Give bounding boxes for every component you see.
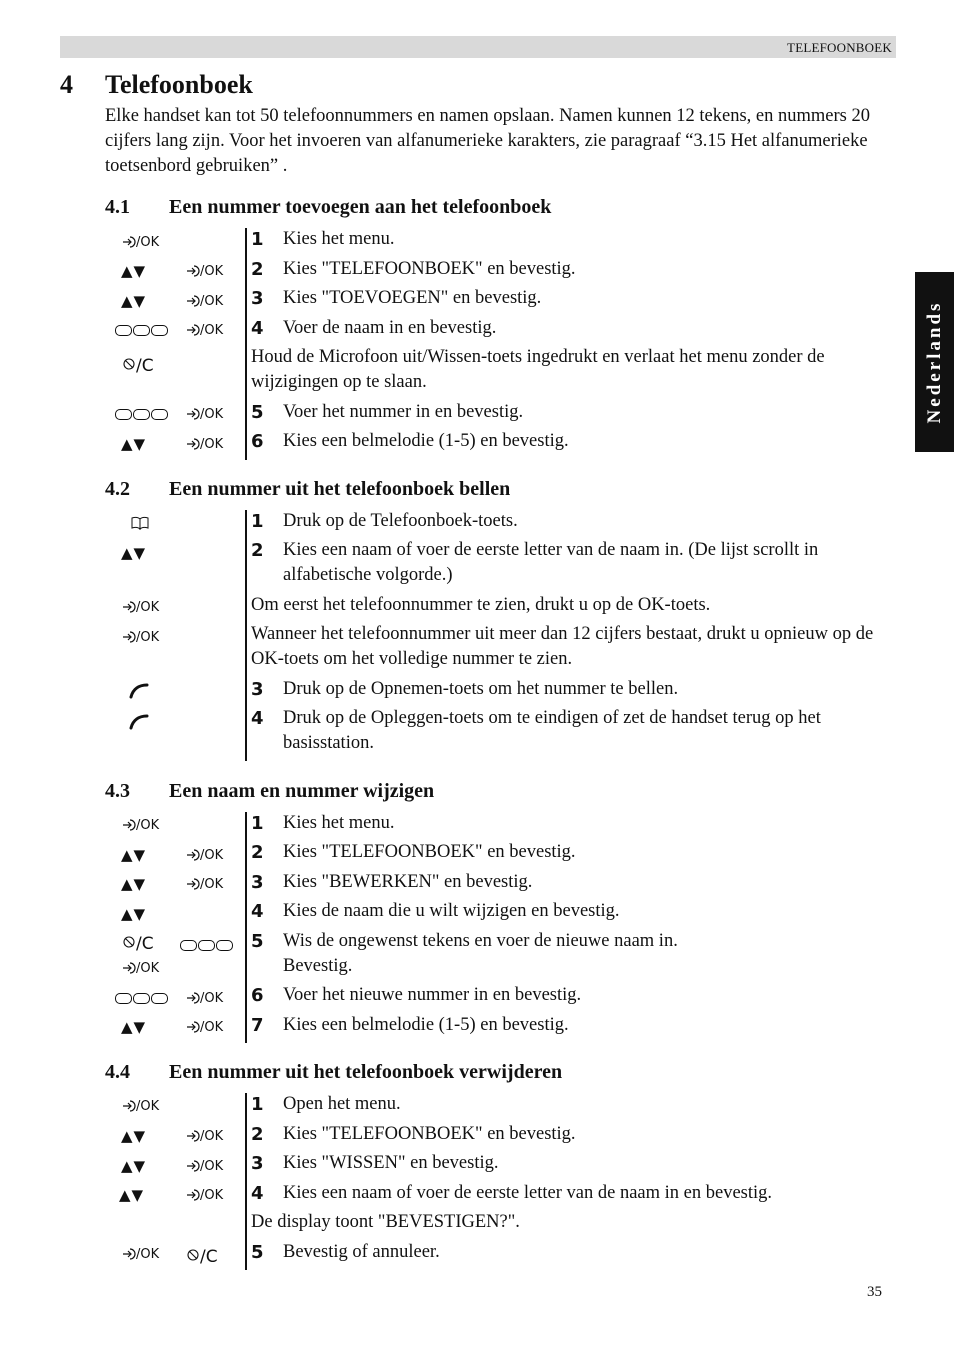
alphanumeric-keys-icon [115, 993, 168, 1004]
step-divider [245, 812, 247, 1043]
step-row: 1 Kies het menu. [251, 813, 395, 834]
step-row: 3 Kies "WISSEN" en bevestig. [251, 1153, 499, 1174]
language-tab-label: Nederlands [923, 300, 945, 424]
step-row: 5 Wis de ongewenst tekens en voer de nieuwe naam in. Bevestig. [251, 931, 678, 976]
step-row: 6 Voer het nieuwe nummer in en bevestig. [251, 985, 582, 1006]
menu-ok-key-icon: /OK [122, 1099, 159, 1115]
step-divider [245, 1093, 247, 1270]
menu-ok-key-icon: /OK [186, 877, 223, 893]
up-down-arrows-icon: ▲▼ [121, 292, 147, 310]
step-row: 2 Kies "TELEFOONBOEK" en bevestig. [251, 842, 576, 863]
menu-ok-key-icon: /OK [122, 600, 159, 616]
menu-ok-key-icon: /OK [186, 407, 223, 423]
menu-ok-key-icon: /OK [186, 991, 223, 1007]
mute-clear-key-icon: /C [186, 1248, 218, 1265]
running-header: TELEFOONBOEK [787, 40, 892, 55]
menu-ok-key-icon: /OK [122, 818, 159, 834]
menu-ok-key-icon: /OK [186, 264, 223, 280]
step-row: 4 Druk op de Opleggen-toets om te eindigen of zet de handset terug op het basisstation. [251, 708, 821, 753]
menu-ok-key-icon: /OK [186, 323, 223, 339]
step-row: 5 Bevestig of annuleer. [251, 1242, 440, 1263]
header-bar [60, 36, 896, 58]
up-down-arrows-icon: ▲▼ [121, 262, 147, 280]
step-row: 2 Kies "TELEFOONBOEK" en bevestig. [251, 1124, 576, 1145]
up-down-arrows-icon: ▲▼ [121, 875, 147, 893]
step-row: 4 Kies de naam die u wilt wijzigen en bevestig. [251, 901, 620, 922]
step-row: 2 Kies een naam of voer de eerste letter van de naam in. (De lijst scrollt in alfabetische volgorde.) [251, 540, 819, 585]
menu-ok-key-icon: /OK [186, 1020, 223, 1036]
alphanumeric-keys-icon [115, 409, 168, 420]
alphanumeric-keys-icon [180, 940, 233, 951]
note-row: Wanneer het telefoonnummer uit meer dan 12 cijfers bestaat, drukt u opnieuw op de OK-toets om het volledige nummer te zien. [251, 624, 874, 669]
up-down-arrows-icon: ▲▼ [121, 435, 147, 453]
language-tab [915, 272, 954, 452]
up-down-arrows-icon: ▲▼ [121, 905, 147, 923]
step-row: 3 Kies "TOEVOEGEN" en bevestig. [251, 288, 542, 309]
menu-ok-key-icon: /OK [122, 1247, 159, 1263]
menu-ok-key-icon: /OK [186, 848, 223, 864]
note-row: De display toont "BEVESTIGEN?". [251, 1212, 520, 1232]
hangup-key-icon [129, 714, 151, 735]
up-down-arrows-icon: ▲▼ [119, 1186, 145, 1204]
mute-clear-key-icon: /C [122, 357, 154, 374]
up-down-arrows-icon: ▲▼ [121, 1018, 147, 1036]
menu-ok-key-icon: /OK [122, 961, 159, 977]
step-divider [245, 228, 247, 460]
mute-clear-key-icon: /C [122, 935, 154, 952]
up-down-arrows-icon: ▲▼ [121, 1127, 147, 1145]
section-number: 4.1 [105, 196, 130, 218]
menu-ok-key-icon: /OK [122, 630, 159, 646]
up-down-arrows-icon: ▲▼ [121, 846, 147, 864]
intro-paragraph: Elke handset kan tot 50 telefoonnummers en namen opslaan. Namen kunnen 12 tekens, en nummers 20 cijfers lang zijn. Voor het invoeren van alfanumerieke karakters, zie paragraaf “3.15 Het alfanumerieke toetsenbord gebruiken” . [105, 106, 870, 176]
phonebook-icon [131, 516, 149, 535]
up-down-arrows-icon: ▲▼ [121, 544, 147, 562]
section-4-3-heading: 4.3 Een naam en nummer wijzigen [105, 780, 435, 802]
step-row: 1 Open het menu. [251, 1094, 401, 1115]
menu-ok-key-icon: /OK [122, 235, 159, 251]
section-4-4-heading: 4.4 Een nummer uit het telefoonboek verwijderen [105, 1061, 563, 1083]
alphanumeric-keys-icon [115, 325, 168, 336]
step-row: 1 Druk op de Telefoonboek-toets. [251, 511, 518, 532]
call-key-icon [129, 683, 151, 704]
menu-ok-key-icon: /OK [186, 437, 223, 453]
menu-ok-key-icon: /OK [186, 1129, 223, 1145]
section-4-2-heading: 4.2 Een nummer uit het telefoonboek bellen [105, 478, 511, 500]
step-row: 4 Voer de naam in en bevestig. [251, 318, 497, 339]
step-row: 2 Kies "TELEFOONBOEK" en bevestig. [251, 259, 576, 280]
up-down-arrows-icon: ▲▼ [121, 1157, 147, 1175]
step-row: 5 Voer het nummer in en bevestig. [251, 402, 524, 423]
section-title: Een nummer toevoegen aan het telefoonboek [169, 196, 552, 218]
step-row: 6 Kies een belmelodie (1-5) en bevestig. [251, 431, 569, 452]
step-row: 3 Kies "BEWERKEN" en bevestig. [251, 872, 533, 893]
page-number: 35 [867, 1284, 882, 1300]
menu-ok-key-icon: /OK [186, 1159, 223, 1175]
note-row: Om eerst het telefoonnummer te zien, drukt u op de OK-toets. [251, 595, 711, 615]
menu-ok-key-icon: /OK [186, 1188, 223, 1204]
section-4-1-heading [105, 196, 551, 219]
step-row: 4 Kies een naam of voer de eerste letter van de naam in en bevestig. [251, 1183, 773, 1204]
chapter-number: 4 [60, 70, 73, 99]
step-row: 3 Druk op de Opnemen-toets om het nummer te bellen. [251, 679, 679, 700]
chapter-title: Telefoonboek [105, 70, 253, 99]
step-row: 7 Kies een belmelodie (1-5) en bevestig. [251, 1015, 569, 1036]
note-row: Houd de Microfoon uit/Wissen-toets ingedrukt en verlaat het menu zonder de wijzigingen op te slaan. [251, 347, 825, 392]
step-divider [245, 510, 247, 761]
menu-ok-key-icon: /OK [186, 294, 223, 310]
step-row: 1 Kies het menu. [251, 229, 395, 250]
